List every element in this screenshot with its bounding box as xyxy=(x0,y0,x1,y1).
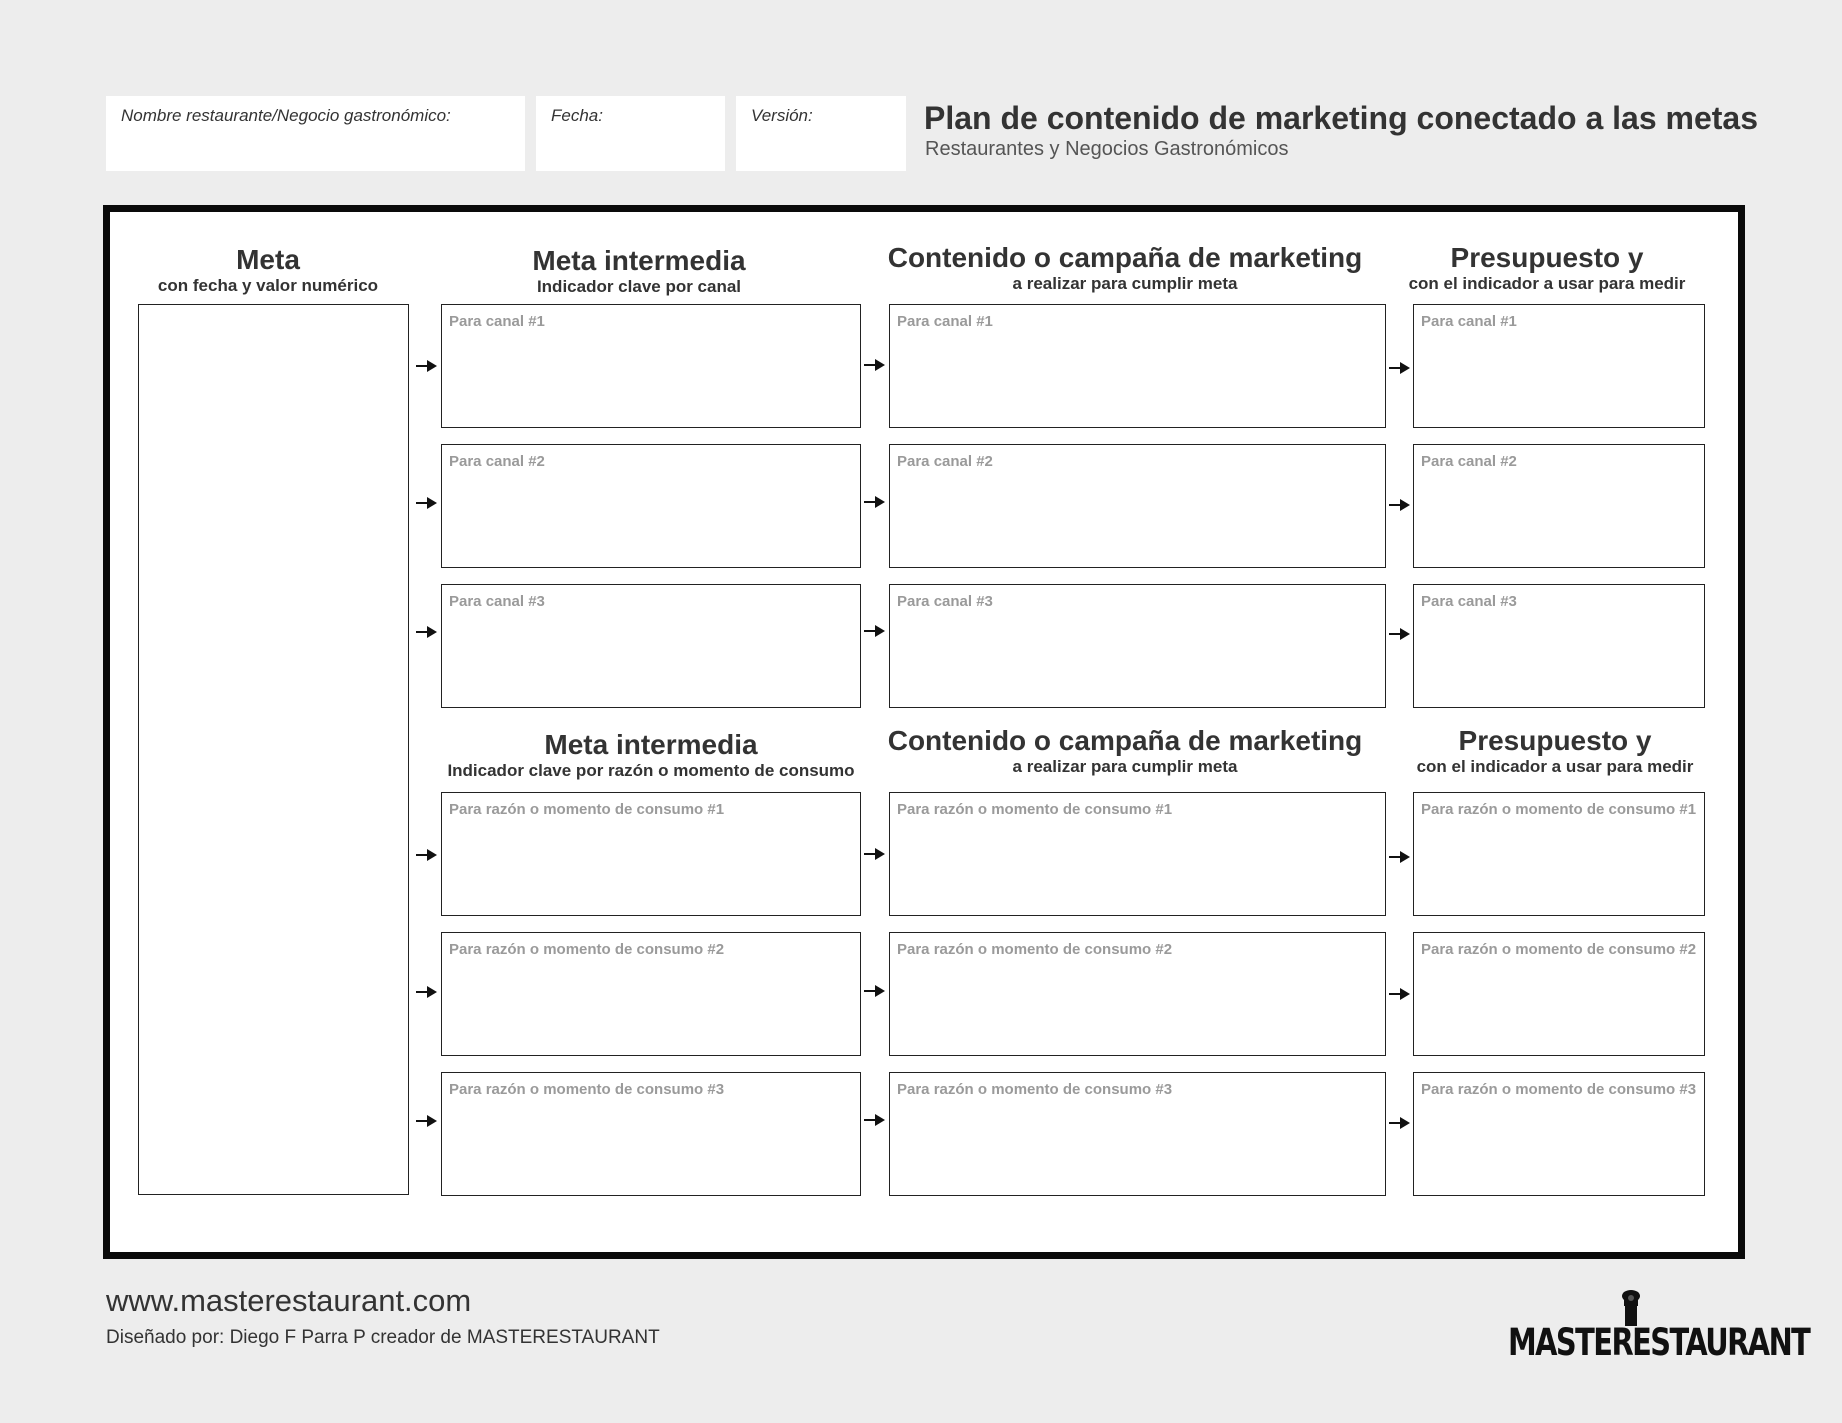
contenido-consumo-2-label: Para razón o momento de consumo #2 xyxy=(897,941,1173,958)
presupuesto-consumo-2-label: Para razón o momento de consumo #2 xyxy=(1421,941,1697,958)
meta-title: Meta xyxy=(236,244,300,275)
intermedia-subtitle-top: Indicador clave por canal xyxy=(536,276,742,296)
presupuesto-canal-2-label: Para canal #2 xyxy=(1421,453,1517,470)
intermedia-header-bottom xyxy=(429,730,873,781)
intermedia-title-top: Meta intermedia xyxy=(532,245,746,276)
arrow-right-icon xyxy=(416,849,438,861)
arrow-right-icon xyxy=(864,848,886,860)
arrow-right-icon xyxy=(1389,362,1411,374)
arrow-right-icon xyxy=(1389,988,1411,1000)
presupuesto-subtitle-bottom: con el indicador a usar para medir xyxy=(1416,756,1694,776)
intermedia-consumo-2-label: Para razón o momento de consumo #2 xyxy=(449,941,725,958)
intermedia-consumo-1-box[interactable] xyxy=(441,792,861,916)
intermedia-consumo-2-box[interactable] xyxy=(441,932,861,1056)
contenido-canal-1-label: Para canal #1 xyxy=(897,313,993,330)
intermedia-consumo-1-label: Para razón o momento de consumo #1 xyxy=(449,801,725,818)
presupuesto-title-top: Presupuesto y xyxy=(1450,242,1644,273)
logo-wordmark: MASTERESTAURANT xyxy=(1508,1321,1810,1364)
restaurant-name-field[interactable] xyxy=(106,96,525,171)
intermedia-canal-2-box[interactable] xyxy=(441,444,861,568)
presupuesto-title-bottom: Presupuesto y xyxy=(1458,725,1652,756)
contenido-title-bottom: Contenido o campaña de marketing xyxy=(887,725,1363,756)
intermedia-canal-1-box[interactable] xyxy=(441,304,861,428)
page-title: Plan de contenido de marketing conectado a las metas xyxy=(924,100,1759,136)
contenido-canal-2-box[interactable] xyxy=(889,444,1386,568)
arrow-right-icon xyxy=(416,1115,438,1127)
contenido-canal-1-box[interactable] xyxy=(889,304,1386,428)
presupuesto-header-bottom xyxy=(1409,726,1701,777)
contenido-subtitle-top: a realizar para cumplir meta xyxy=(1012,273,1238,293)
contenido-canal-3-box[interactable] xyxy=(889,584,1386,708)
intermedia-header-top xyxy=(429,246,849,297)
date-field[interactable] xyxy=(536,96,725,171)
arrow-right-icon xyxy=(416,497,438,509)
arrow-right-icon xyxy=(864,359,886,371)
intermedia-canal-2-label: Para canal #2 xyxy=(449,453,545,470)
intermedia-consumo-3-label: Para razón o momento de consumo #3 xyxy=(449,1081,725,1098)
masterestaurant-logo xyxy=(1508,1290,1810,1364)
version-label: Versión: xyxy=(751,106,813,125)
intermedia-canal-1-label: Para canal #1 xyxy=(449,313,545,330)
intermedia-consumo-3-box[interactable] xyxy=(441,1072,861,1196)
version-field[interactable] xyxy=(736,96,906,171)
contenido-title-top: Contenido o campaña de marketing xyxy=(887,242,1363,273)
arrow-right-icon xyxy=(416,986,438,998)
presupuesto-consumo-1-box[interactable] xyxy=(1413,792,1705,916)
intermedia-title-bottom: Meta intermedia xyxy=(544,729,758,760)
presupuesto-canal-3-box[interactable] xyxy=(1413,584,1705,708)
presupuesto-canal-3-label: Para canal #3 xyxy=(1421,593,1517,610)
presupuesto-consumo-3-label: Para razón o momento de consumo #3 xyxy=(1421,1081,1697,1098)
presupuesto-header-top xyxy=(1401,243,1693,294)
restaurant-name-label: Nombre restaurante/Negocio gastronómico: xyxy=(121,106,451,125)
presupuesto-consumo-3-box[interactable] xyxy=(1413,1072,1705,1196)
arrow-right-icon xyxy=(864,496,886,508)
arrow-right-icon xyxy=(416,360,438,372)
meta-box[interactable] xyxy=(138,304,409,1195)
arrow-right-icon xyxy=(864,625,886,637)
contenido-consumo-3-box[interactable] xyxy=(889,1072,1386,1196)
presupuesto-consumo-2-box[interactable] xyxy=(1413,932,1705,1056)
meta-header xyxy=(146,245,390,296)
presupuesto-canal-1-box[interactable] xyxy=(1413,304,1705,428)
arrow-right-icon xyxy=(1389,628,1411,640)
presupuesto-canal-1-label: Para canal #1 xyxy=(1421,313,1517,330)
arrow-right-icon xyxy=(864,1114,886,1126)
meta-subtitle: con fecha y valor numérico xyxy=(157,275,379,295)
date-label: Fecha: xyxy=(551,106,603,125)
presupuesto-consumo-1-label: Para razón o momento de consumo #1 xyxy=(1421,801,1697,818)
designer-credit: Diseñado por: Diego F Parra P creador de MASTERESTAURANT xyxy=(106,1327,660,1348)
presupuesto-subtitle-top: con el indicador a usar para medir xyxy=(1408,273,1686,293)
arrow-right-icon xyxy=(1389,499,1411,511)
contenido-consumo-1-label: Para razón o momento de consumo #1 xyxy=(897,801,1173,818)
contenido-subtitle-bottom: a realizar para cumplir meta xyxy=(1012,756,1238,776)
intermedia-canal-3-label: Para canal #3 xyxy=(449,593,545,610)
page-subtitle: Restaurantes y Negocios Gastronómicos xyxy=(925,138,1289,160)
website-link[interactable]: www.masterestaurant.com xyxy=(106,1283,472,1318)
arrow-right-icon xyxy=(1389,1117,1411,1129)
contenido-consumo-1-box[interactable] xyxy=(889,792,1386,916)
contenido-consumo-3-label: Para razón o momento de consumo #3 xyxy=(897,1081,1173,1098)
contenido-header-top xyxy=(877,243,1373,294)
planning-board xyxy=(103,205,1745,1259)
contenido-canal-3-label: Para canal #3 xyxy=(897,593,993,610)
presupuesto-canal-2-box[interactable] xyxy=(1413,444,1705,568)
contenido-canal-2-label: Para canal #2 xyxy=(897,453,993,470)
contenido-header-bottom xyxy=(877,726,1373,777)
arrow-right-icon xyxy=(416,626,438,638)
contenido-consumo-2-box[interactable] xyxy=(889,932,1386,1056)
arrow-right-icon xyxy=(1389,851,1411,863)
intermedia-subtitle-bottom: Indicador clave por razón o momento de consumo xyxy=(447,760,855,780)
arrow-right-icon xyxy=(864,985,886,997)
intermedia-canal-3-box[interactable] xyxy=(441,584,861,708)
